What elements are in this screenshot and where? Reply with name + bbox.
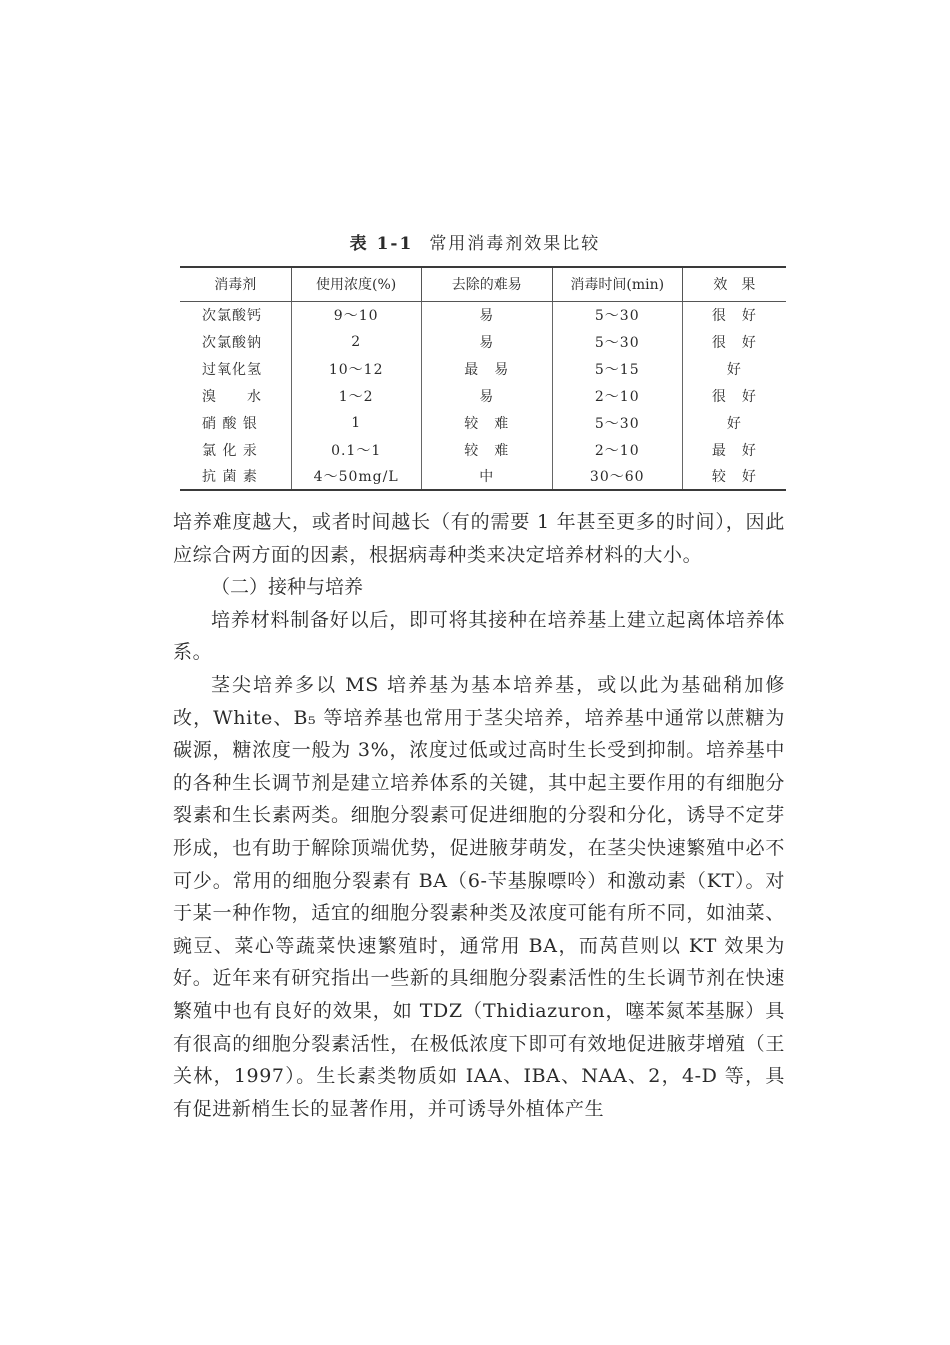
- table-cell: 10～12: [291, 355, 421, 382]
- header-cell: 去除的难易: [421, 267, 552, 301]
- table-cell: 最 易: [421, 355, 552, 382]
- table-cell: 次氯酸钠: [202, 334, 262, 351]
- table-row: [180, 382, 786, 409]
- table-cell: 0.1～1: [291, 436, 421, 463]
- table-cell: 易: [421, 301, 552, 328]
- table-number: 表 1-1: [349, 234, 414, 254]
- table-cell: 5～30: [552, 301, 682, 328]
- header-cell: 使用浓度(%): [291, 267, 421, 301]
- table-cell: 30～60: [552, 463, 682, 490]
- table-cell: 硝 酸 银: [202, 415, 258, 432]
- header-cell: 效 果: [682, 267, 786, 301]
- table-cell: 很 好: [682, 328, 786, 355]
- table-cell: 较 难: [421, 409, 552, 436]
- table-cell: 较 难: [421, 436, 552, 463]
- table-cell: 5～30: [552, 328, 682, 355]
- table-cell: 中: [421, 463, 552, 490]
- table-row: [180, 355, 786, 382]
- table-cell: 1: [291, 409, 421, 436]
- table-cell: 次氯酸钙: [202, 307, 262, 324]
- table-cell: 2: [291, 328, 421, 355]
- table-row: [180, 301, 786, 328]
- table-cell: 2～10: [552, 382, 682, 409]
- table-row: [180, 409, 786, 436]
- table-cell: 最 好: [682, 436, 786, 463]
- table-cell: 5～30: [552, 409, 682, 436]
- paragraph-inoculation: 培养材料制备好以后，即可将其接种在培养基上建立起离体培养体系。: [173, 608, 785, 664]
- table-cell: 抗 菌 素: [180, 463, 291, 490]
- table-cell: 2～10: [552, 436, 682, 463]
- section-heading: （二）接种与培养: [211, 576, 364, 599]
- table-cell: 易: [421, 328, 552, 355]
- table-caption: [0, 229, 950, 254]
- table-cell: 4～50mg/L: [291, 463, 421, 490]
- paragraph-continued: 培养难度越大，或者时间越长（有的需要 1 年甚至更多的时间），因此应综合两方面的因素，根据病毒种类来决定培养材料的大小。: [173, 511, 785, 566]
- table-cell: 好: [682, 409, 786, 436]
- table-cell: 很 好: [682, 301, 786, 328]
- table-cell: 易: [421, 382, 552, 409]
- table-title: 常用消毒剂效果比较: [429, 234, 601, 254]
- table-cell: 5～15: [552, 355, 682, 382]
- table-header-row: [180, 267, 786, 301]
- table-cell: 过氧化氢: [202, 361, 262, 378]
- table-cell: 9～10: [291, 301, 421, 328]
- header-cell: 消毒时间(min): [552, 267, 682, 301]
- paragraph-medium: 茎尖培养多以 MS 培养基为基本培养基，或以此为基础稍加修改，White、B₅ 等培养基也常用于茎尖培养，培养基中通常以蔗糖为碳源，糖浓度一般为 3%，浓度过低或过高时生长受到抑制。培养基中的各种生长调节剂是建立培养体系的关键，其中起主要作用的有细胞分裂素和生长素两类。细胞分裂素可促进细胞的分裂和分化，诱导不定芽形成，也有助于解除顶端优势，促进腋芽萌发，在茎尖快速繁殖中必不可少。常用的细胞分裂素有 BA（6-苄基腺嘌呤）和激动素（KT）。对于某一种作物，适宜的细胞分裂素种类及浓度可能有所不同，如油菜、豌豆、菜心等蔬菜快速繁殖时，通常用 BA，而莴苣则以 KT 效果为好。近年来有研究指出一些新的具细胞分裂素活性的生长调节剂在快速繁殖中也有良好的效果，如 TDZ（Thidiazuron，噻苯氮苯基脲）具有很高的细胞分裂素活性，在极低浓度下即可有效地促进腋芽增殖（王关林，1997）。生长素类物质如 IAA、IBA、NAA、2，4-D 等，具有促进新梢生长的显著作用，并可诱导外植体产生: [173, 673, 785, 1120]
- table-cell: 溴 水: [202, 388, 262, 405]
- table-row: [180, 463, 786, 490]
- table-cell: 很 好: [682, 382, 786, 409]
- disinfectant-table: [180, 266, 786, 491]
- body-text: [173, 506, 785, 1125]
- table-row: [180, 436, 786, 463]
- header-cell: 消毒剂: [180, 267, 291, 301]
- table-cell: 较 好: [682, 463, 786, 490]
- table-row: [180, 328, 786, 355]
- table-cell: 1～2: [291, 382, 421, 409]
- table-cell: 好: [682, 355, 786, 382]
- table-cell: 氯 化 汞: [202, 442, 258, 459]
